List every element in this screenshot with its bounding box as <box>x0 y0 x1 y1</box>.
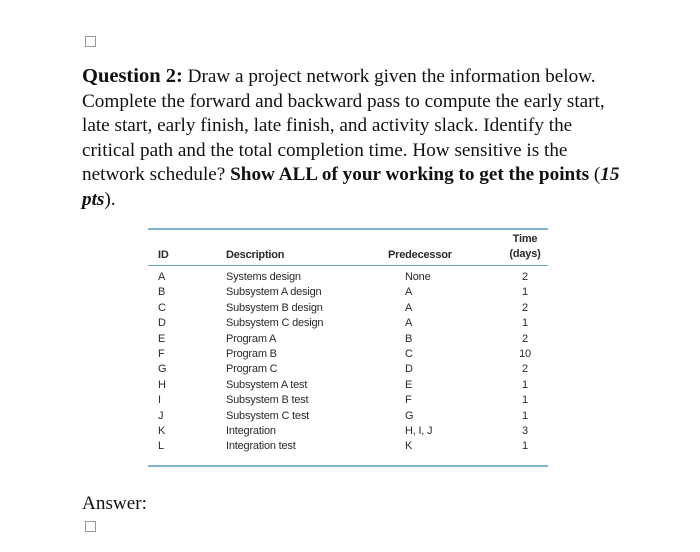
cell-description: Integration test <box>226 440 296 453</box>
header-time-line2: (days) <box>509 248 541 260</box>
cell-time: 3 <box>522 424 528 437</box>
header-description: Description <box>226 249 285 261</box>
question-text <box>82 64 622 212</box>
cell-id: A <box>158 271 166 283</box>
cell-time: 10 <box>519 347 531 360</box>
cell-predecessor: None <box>405 271 431 283</box>
table-body <box>148 270 548 455</box>
cell-predecessor: F <box>405 394 412 407</box>
cell-description: Subsystem B design <box>226 301 323 314</box>
checkbox-icon[interactable] <box>85 36 96 47</box>
cell-description: Subsystem A design <box>226 286 322 299</box>
cell-id: L <box>158 440 164 453</box>
cell-time: 1 <box>522 378 528 391</box>
table-top-rule <box>148 228 548 230</box>
cell-predecessor: G <box>405 409 414 422</box>
cell-description: Program B <box>226 347 277 360</box>
cell-time: 1 <box>522 394 528 407</box>
cell-time: 2 <box>522 301 528 314</box>
table-header-rule <box>148 265 548 266</box>
cell-id: H <box>158 378 166 391</box>
header-time-line1: Time <box>512 233 538 245</box>
cell-description: Systems design <box>226 271 301 283</box>
checkbox-icon[interactable] <box>85 521 96 532</box>
table-row <box>148 316 548 331</box>
cell-predecessor: A <box>405 317 413 330</box>
points-close: ). <box>104 188 116 210</box>
cell-id: B <box>158 286 166 299</box>
cell-predecessor: A <box>405 301 413 314</box>
table-row <box>148 347 548 362</box>
table-row <box>148 439 548 454</box>
cell-predecessor: E <box>405 378 413 391</box>
cell-description: Program A <box>226 332 277 345</box>
cell-time: 1 <box>522 409 528 422</box>
cell-id: J <box>158 409 164 422</box>
question-label: Question 2: <box>82 65 183 87</box>
cell-id: G <box>158 363 167 376</box>
header-predecessor: Predecessor <box>388 249 452 261</box>
table-row <box>148 393 548 408</box>
cell-predecessor: D <box>405 363 413 376</box>
cell-description: Integration <box>226 424 276 437</box>
cell-time: 1 <box>522 440 528 453</box>
cell-id: F <box>158 347 165 360</box>
cell-time: 1 <box>522 286 528 299</box>
table-bottom-rule <box>148 465 548 467</box>
cell-description: Subsystem B test <box>226 394 309 407</box>
cell-time: 1 <box>522 317 528 330</box>
header-time <box>503 232 547 262</box>
cell-description: Subsystem A test <box>226 378 308 391</box>
header-id: ID <box>158 249 169 261</box>
table-row <box>148 301 548 316</box>
cell-predecessor: C <box>405 347 413 360</box>
cell-id: I <box>158 394 161 407</box>
cell-time: 2 <box>522 332 528 345</box>
cell-id: C <box>158 301 166 314</box>
cell-id: D <box>158 317 166 330</box>
table-row <box>148 424 548 439</box>
cell-id: E <box>158 332 166 345</box>
points-open: ( <box>589 164 601 185</box>
table-row <box>148 409 548 424</box>
cell-description: Program C <box>226 363 278 376</box>
points-value: 15 pts <box>82 164 620 210</box>
cell-predecessor: A <box>405 286 413 299</box>
table-row <box>148 362 548 377</box>
question-body: Draw a project network given the information below. Complete the forward and backward pass to compute the early start, late start, early finish, late finish, and activity slack. Identify the critical path and the total completion time. How sensitive is the network schedule? <box>82 66 605 185</box>
table-row <box>148 332 548 347</box>
table-row <box>148 378 548 393</box>
cell-description: Subsystem C design <box>226 317 324 330</box>
cell-predecessor: K <box>405 440 413 453</box>
cell-predecessor: B <box>405 332 413 345</box>
cell-time: 2 <box>522 363 528 376</box>
question-instruction: Show ALL of your working to get the points <box>230 164 590 185</box>
cell-predecessor: H, I, J <box>405 424 433 437</box>
cell-description: Subsystem C test <box>226 409 309 422</box>
cell-id: K <box>158 424 166 437</box>
cell-time: 2 <box>522 271 528 283</box>
answer-label: Answer: <box>82 493 148 514</box>
table-row <box>148 270 548 285</box>
table-row <box>148 285 548 300</box>
